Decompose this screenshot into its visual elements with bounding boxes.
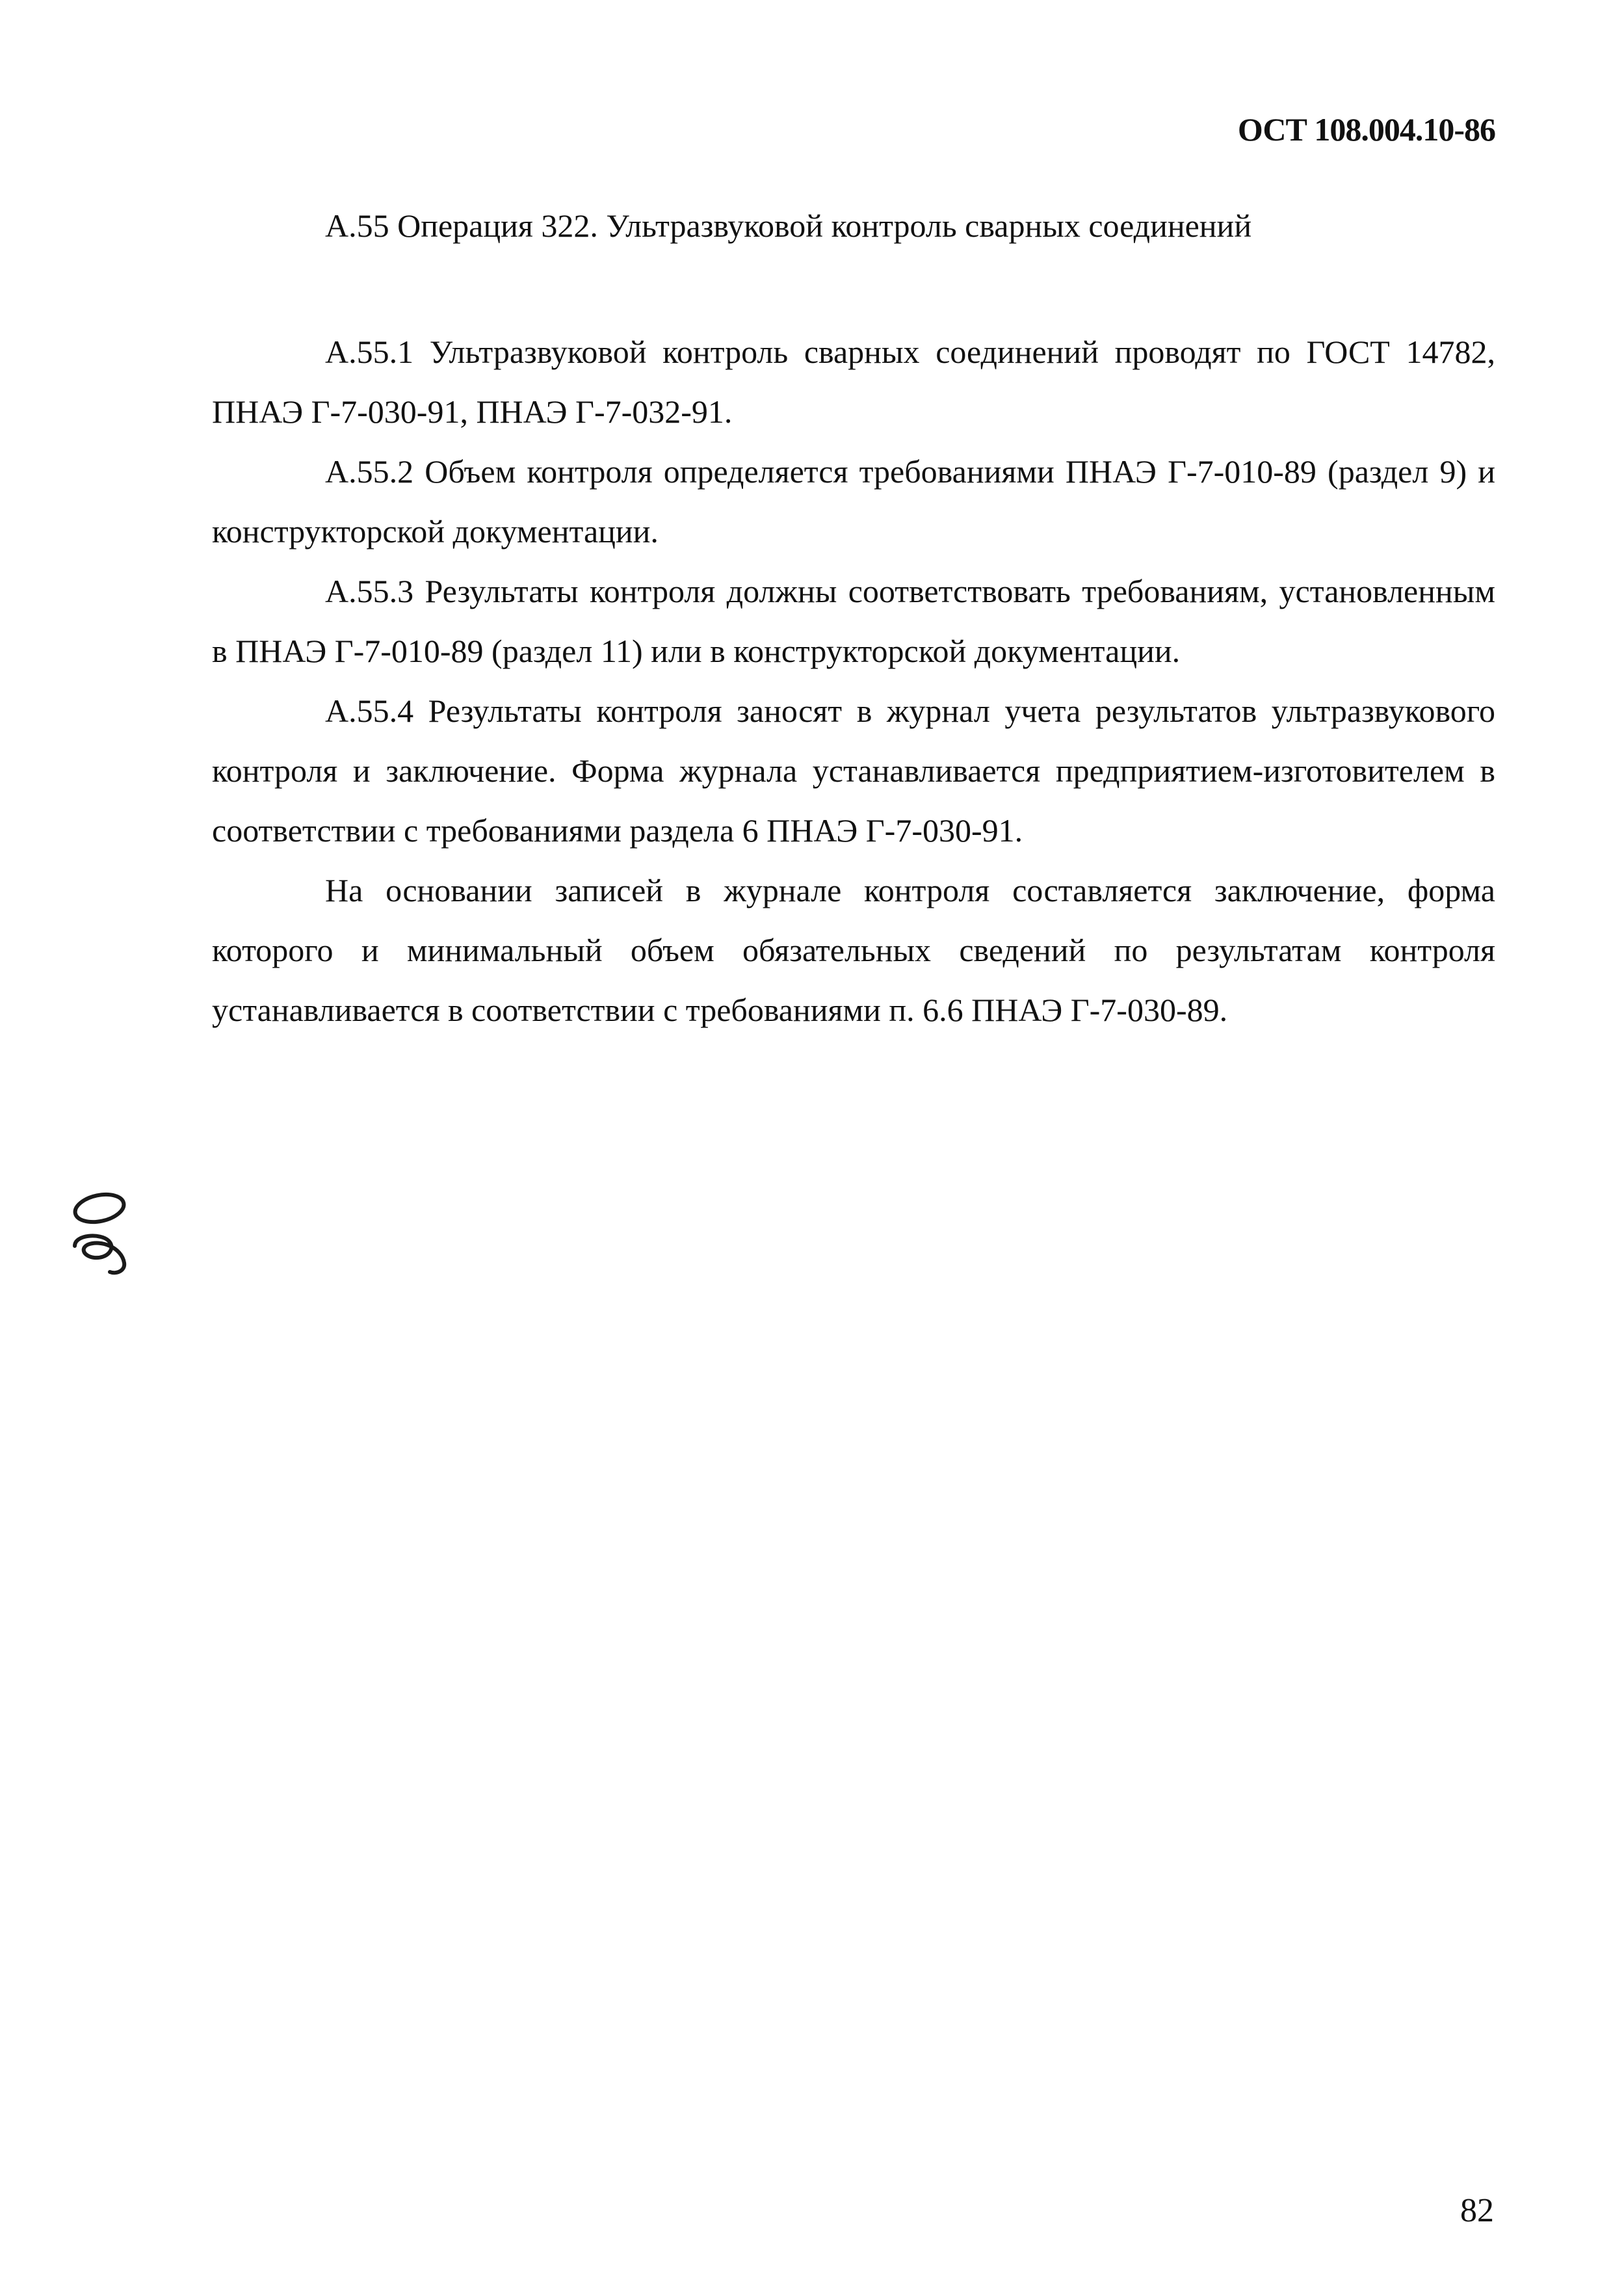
paragraph-a55-3: А.55.3 Результаты контроля должны соответствовать требованиям, установленным в ПНАЭ Г-7-010-89 (раздел 11) или в конструкторской документации. (212, 573, 1495, 669)
paragraph-a55-1: А.55.1 Ультразвуковой контроль сварных соединений проводят по ГОСТ 14782, ПНАЭ Г-7-030-91, ПНАЭ Г-7-032-91. (212, 334, 1495, 430)
body-text (212, 322, 1495, 1040)
paragraph-a55-2: А.55.2 Объем контроля определяется требованиями ПНАЭ Г-7-010-89 (раздел 9) и конструкторской документации. (212, 453, 1495, 549)
page-number: 82 (1460, 2192, 1494, 2229)
section-heading: А.55 Операция 322. Ультразвуковой контроль сварных соединений (325, 207, 1252, 244)
paragraph-a55-4: А.55.4 Результаты контроля заносят в журнал учета результатов ультразвукового контроля и заключение. Форма журнала устанавливается предприятием-изготовителем в соответствии с требованиями раздела 6 ПНАЭ Г-7-030-91. (212, 693, 1495, 849)
handwritten-page-mark (62, 1182, 133, 1280)
document-code: ОСТ 108.004.10-86 (1237, 111, 1495, 148)
paragraph-conclusion: На основании записей в журнале контроля составляется заключение, форма которого и минимальный объем обязательных сведений по результатам контроля устанавливается в соответствии с требованиями п. 6.6 ПНАЭ Г-7-030-89. (212, 872, 1495, 1028)
